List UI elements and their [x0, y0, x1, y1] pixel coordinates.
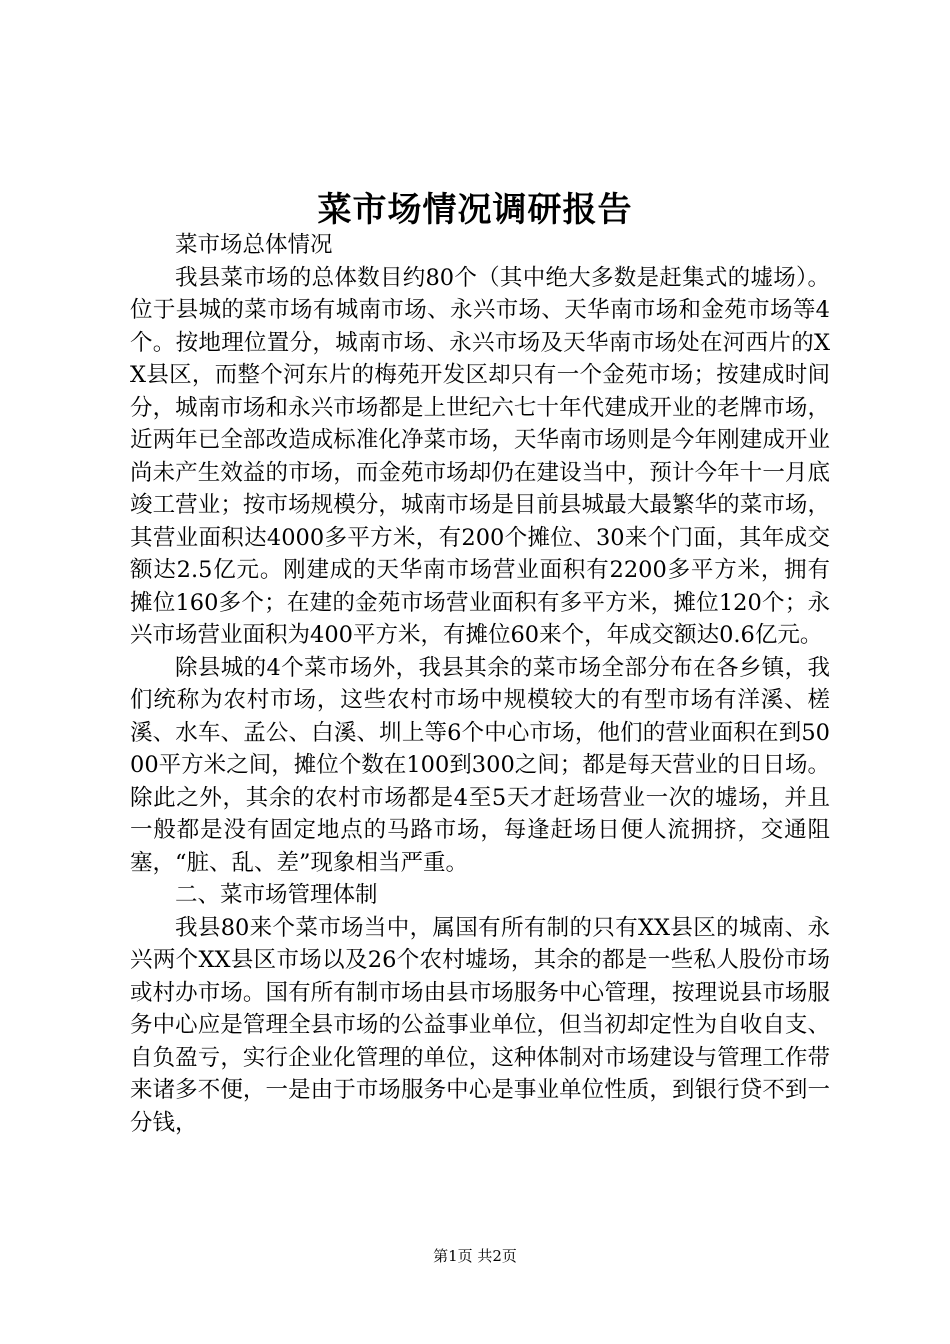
page-footer: 第1页 共2页 [433, 1247, 517, 1265]
document-body [130, 229, 830, 1139]
paragraph: 我县80来个菜市场当中，属国有所有制的只有XX县区的城南、永兴两个XX县区市场以及26个农村墟场，其余的都是一些私人股份市场或村办市场。国有所有制市场由县市场服务中心管理，按理说县市场服务中心应是管理全县市场的公益事业单位，但当初却定性为自收自支、自负盈亏，实行企业化管理的单位，这种体制对市场建设与管理工作带来诸多不便，一是由于市场服务中心是事业单位性质，到银行贷不到一分钱， [130, 914, 830, 1136]
section-heading-overview: 菜市场总体情况 [175, 232, 333, 258]
section-heading-management: 二、菜市场管理体制 [175, 882, 378, 908]
document-title: 菜市场情况调研报告 [317, 190, 633, 230]
paragraph: 我县菜市场的总体数目约80个（其中绝大多数是赶集式的墟场）。位于县城的菜市场有城南市场、永兴市场、天华南市场和金苑市场等4个。按地理位置分，城南市场、永兴市场及天华南市场处在河西片的XX县区，而整个河东片的梅苑开发区却只有一个金苑市场；按建成时间分，城南市场和永兴市场都是上世纪六七十年代建成开业的老牌市场，近两年已全部改造成标准化净菜市场，天华南市场则是今年刚建成开业尚未产生效益的市场，而金苑市场却仍在建设当中，预计今年十一月底竣工营业；按市场规模分，城南市场是目前县城最大最繁华的菜市场，其营业面积达4000多平方米，有200个摊位、30来个门面，其年成交额达2.5亿元。刚建成的天华南市场营业面积有2200多平方米，拥有摊位160多个；在建的金苑市场营业面积有多平方米，摊位120个；永兴市场营业面积为400平方米，有摊位60来个，年成交额达0.6亿元。 [130, 264, 830, 648]
paragraph: 除县城的4个菜市场外，我县其余的菜市场全部分布在各乡镇，我们统称为农村市场，这些农村市场中规模较大的有型市场有洋溪、槎溪、水车、孟公、白溪、圳上等6个中心市场，他们的营业面积在到5000平方米之间，摊位个数在100到300之间；都是每天营业的日日场。除此之外，其余的农村市场都是4至5天才赶场营业一次的墟场，并且一般都是没有固定地点的马路市场，每逢赶场日便人流拥挤，交通阻塞，“脏、乱、差”现象相当严重。 [130, 654, 830, 876]
